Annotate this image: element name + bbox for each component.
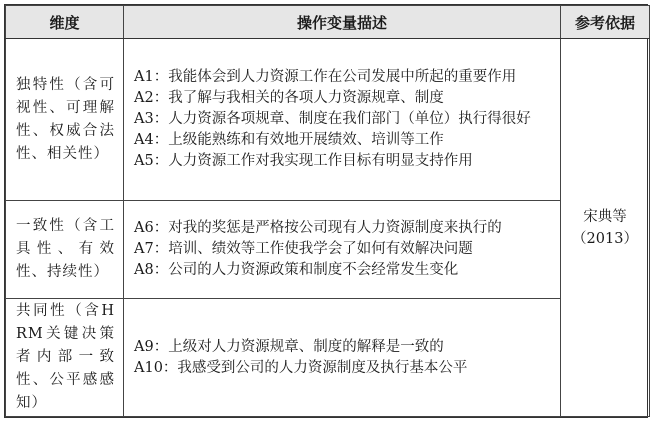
variable-item: A4：上级能熟练和有效地开展绩效、培训等工作 xyxy=(134,132,444,148)
table-header-row xyxy=(6,6,650,39)
description-cell xyxy=(124,39,561,201)
table-row xyxy=(6,299,650,417)
basis-author: 宋典等 xyxy=(583,208,627,225)
variable-item: A3：人力资源各项规章、制度在我们部门（单位）执行得很好 xyxy=(134,111,531,127)
variable-item: A8：公司的人力资源政策和制度不会经常发生变化 xyxy=(134,262,459,278)
variable-item: A5：人力资源工作对我实现工作目标有明显支持作用 xyxy=(134,153,473,169)
description-cell xyxy=(124,201,561,299)
dimension-cell: 共同性（含HRM关键决策者内部一致性、公平感感知） xyxy=(6,299,124,417)
header-basis: 参考依据 xyxy=(561,6,650,39)
variable-table xyxy=(5,5,650,417)
header-description: 操作变量描述 xyxy=(124,6,561,39)
dimension-cell: 独特性（含可视性、可理解性、权威合法性、相关性） xyxy=(6,39,124,201)
table-row xyxy=(6,201,650,299)
header-dimension: 维度 xyxy=(6,6,124,39)
variable-item: A10：我感受到公司的人力资源制度及执行基本公平 xyxy=(134,359,468,376)
table-wrapper xyxy=(4,4,648,418)
basis-year: （2013） xyxy=(572,230,638,247)
variable-item: A9：上级对人力资源规章、制度的解释是一致的 xyxy=(134,338,444,355)
variable-item: A6：对我的奖惩是严格按公司现有人力资源制度来执行的 xyxy=(134,220,502,236)
variable-item: A2：我了解与我相关的各项人力资源规章、制度 xyxy=(134,90,444,106)
variable-item: A7：培训、绩效等工作使我学会了如何有效解决问题 xyxy=(134,241,473,257)
dimension-cell: 一致性（含工具性、有效性、持续性） xyxy=(6,201,124,299)
variable-item: A1：我能体会到人力资源工作在公司发展中所起的重要作用 xyxy=(134,69,517,85)
basis-cell xyxy=(561,39,650,417)
description-cell xyxy=(124,299,561,417)
table-row xyxy=(6,39,650,201)
